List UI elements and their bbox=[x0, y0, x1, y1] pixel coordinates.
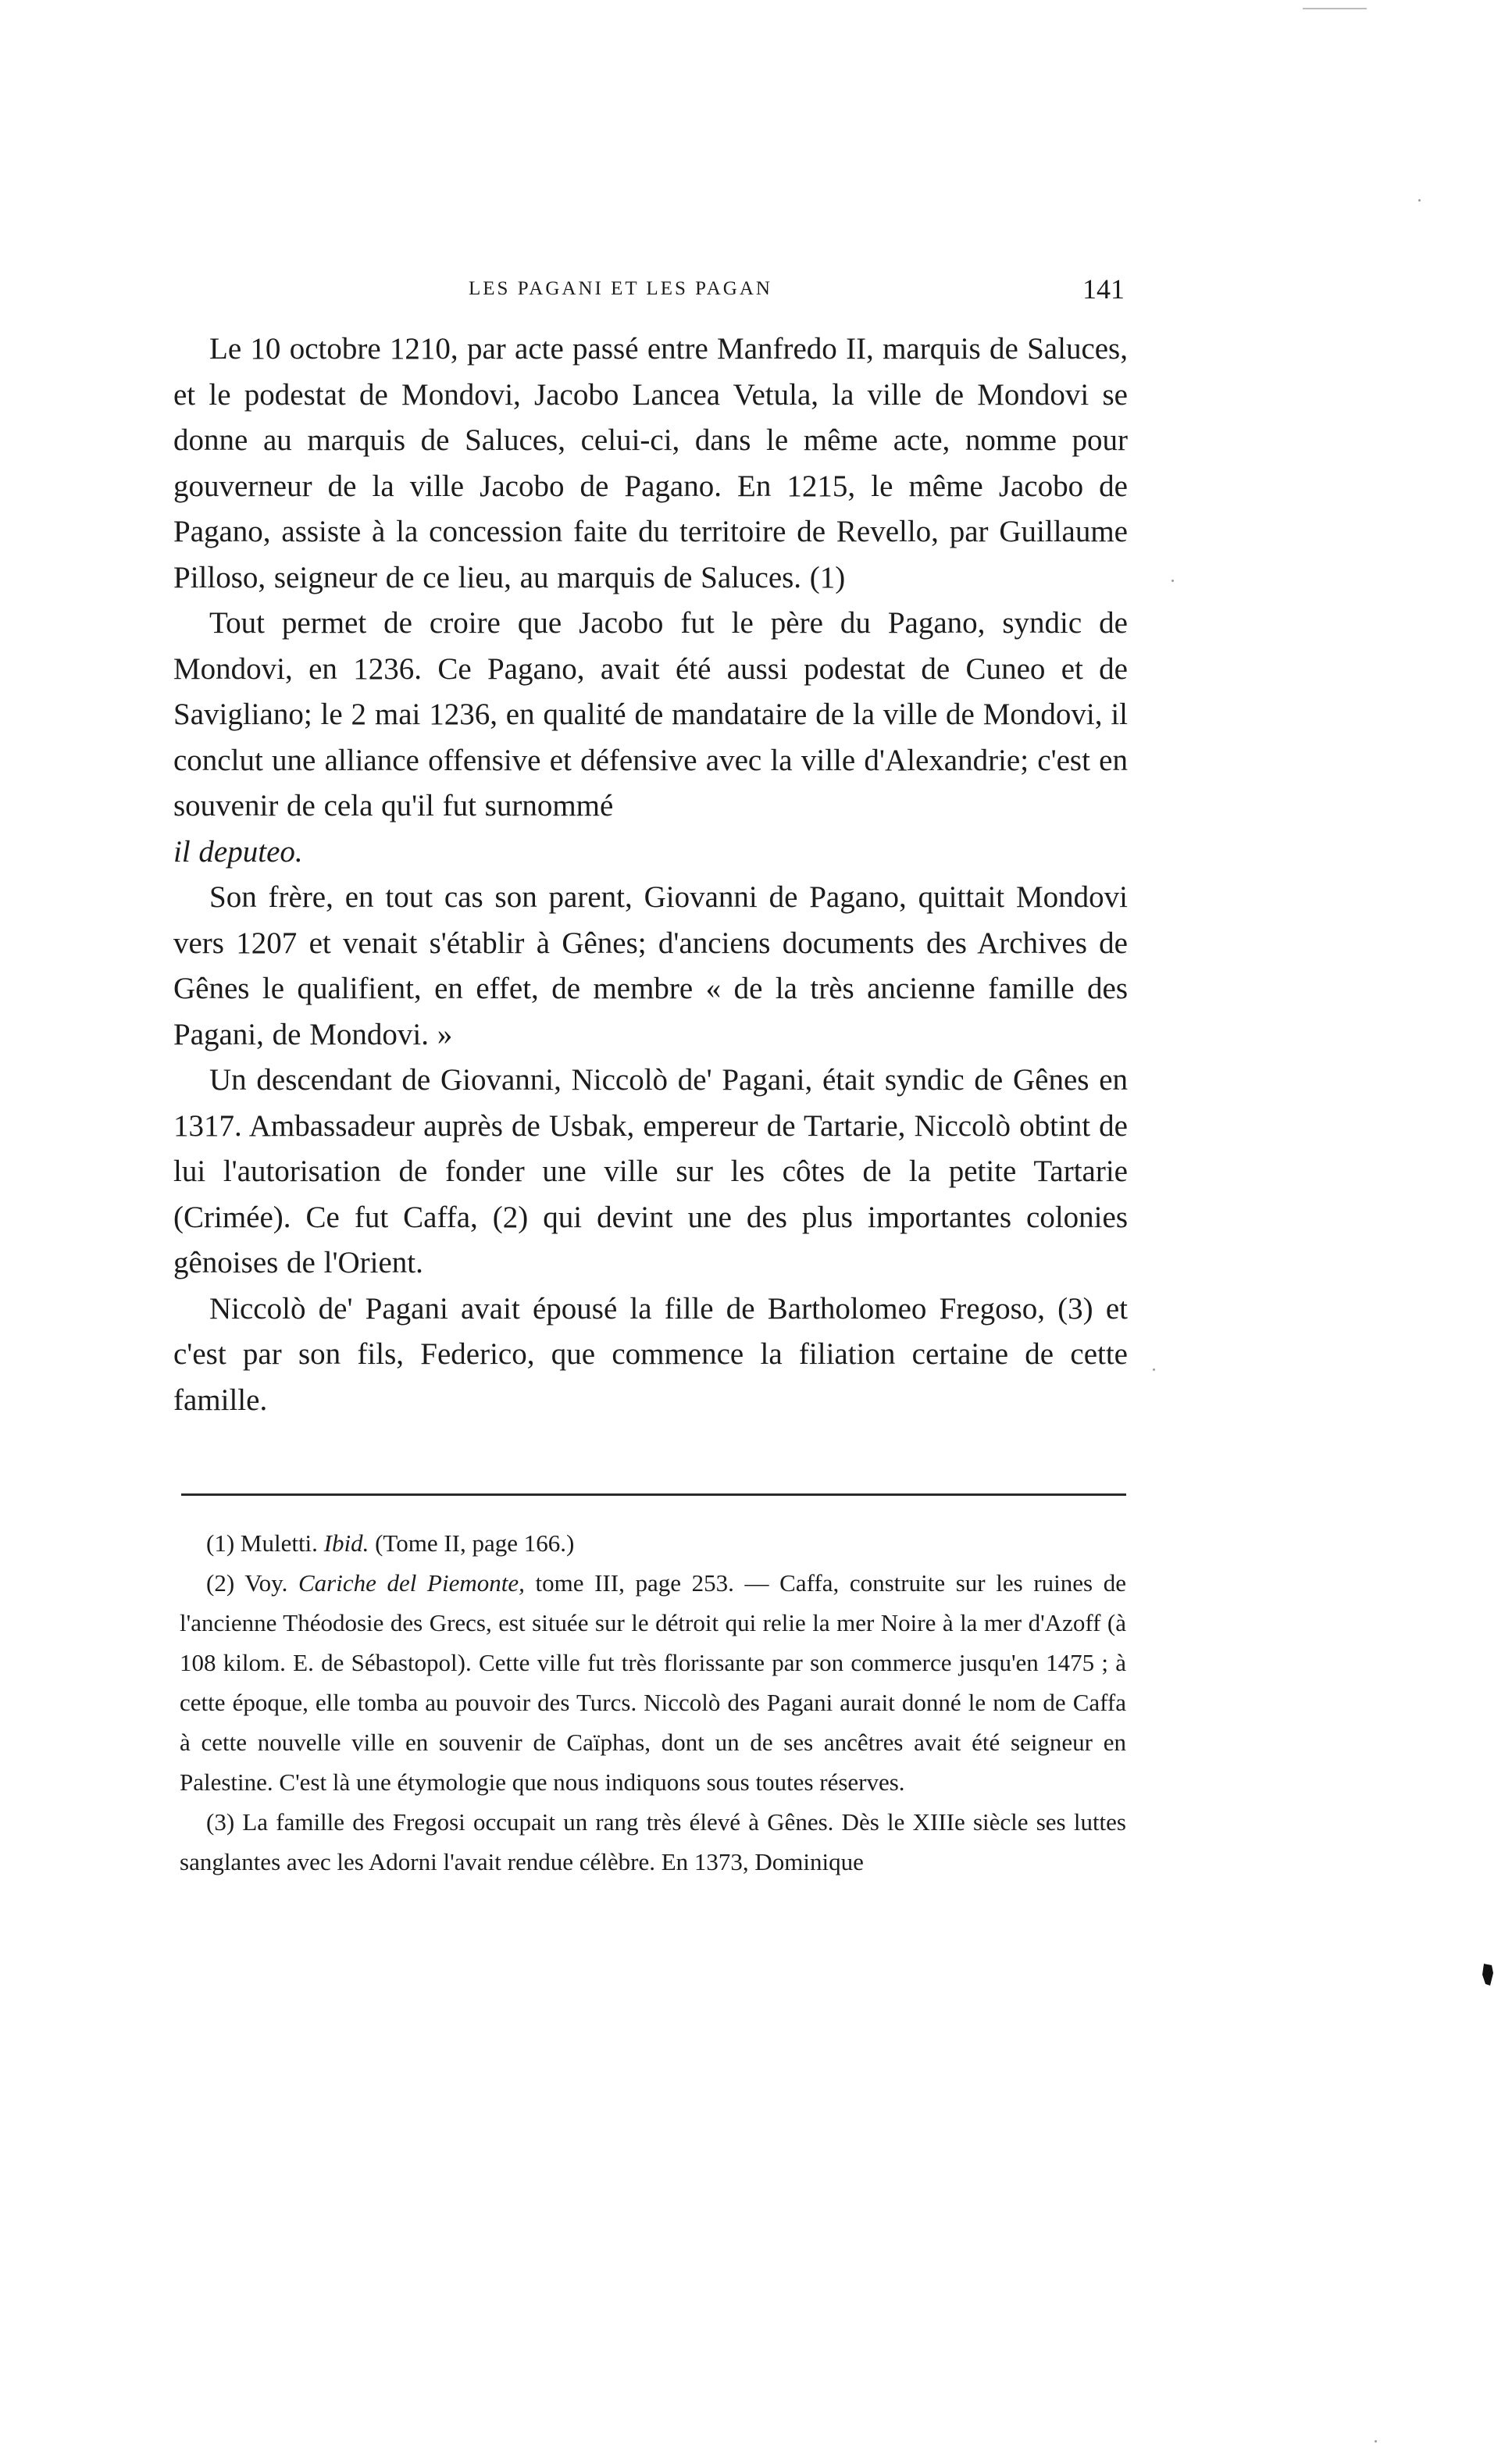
scan-edge-rule bbox=[1303, 8, 1367, 9]
paragraph bbox=[173, 875, 1128, 1058]
paragraph-italic-tail: il deputeo. bbox=[173, 834, 303, 869]
paragraph-text: Un descendant de Giovanni, Niccolò de' Pagani, était syndic de Gênes en 1317. Ambassadeur auprès de Usbak, empereur de Tartarie, Niccolò obtint de lui l'autorisation de fonder une ville sur les côtes de la petite Tartarie (Crimée). Ce fut Caffa, (2) qui devint une des plus importantes colonies gênoises de l'Orient. bbox=[173, 1063, 1128, 1279]
paragraph bbox=[173, 601, 1128, 875]
footnote-italic: Cariche del Piemonte, bbox=[298, 1569, 525, 1597]
scan-speck bbox=[1375, 2440, 1377, 2443]
scan-speck bbox=[1153, 1368, 1155, 1371]
footnote-lead: (1) Muletti. bbox=[206, 1529, 324, 1557]
footnote-tail: (Tome II, page 166.) bbox=[369, 1529, 575, 1557]
scan-speck bbox=[1418, 199, 1421, 202]
footnote bbox=[180, 1563, 1126, 1802]
paragraph bbox=[173, 327, 1128, 601]
footnotes bbox=[180, 1523, 1126, 1882]
page-number: 141 bbox=[1082, 273, 1125, 305]
main-text bbox=[173, 327, 1128, 1423]
footnote-lead: (3) La famille des Fregosi occupait un rang très élevé à Gênes. Dès le XIIIe siècle ses luttes sanglantes avec les Adorni l'avait rendue célèbre. En 1373, Dominique bbox=[180, 1808, 1126, 1875]
footnote bbox=[180, 1802, 1126, 1882]
footnote-separator bbox=[181, 1493, 1126, 1496]
ink-blot-mark bbox=[1481, 1962, 1495, 1987]
paragraph-text: Tout permet de croire que Jacobo fut le père du Pagano, syndic de Mondovi, en 1236. Ce Pagano, avait été aussi podestat de Cuneo et de Savigliano; le 2 mai 1236, en qualité de mandataire de la ville de Mondovi, il conclut une alliance offensive et défensive avec la ville d'Alexandrie; c'est en souvenir de cela qu'il fut surnommé bbox=[173, 606, 1128, 822]
footnote bbox=[180, 1523, 1126, 1563]
paragraph bbox=[173, 1058, 1128, 1286]
paragraph bbox=[173, 1286, 1128, 1424]
paragraph-text: Son frère, en tout cas son parent, Giovanni de Pagano, quittait Mondovi vers 1207 et venait s'établir à Gênes; d'anciens documents des Archives de Gênes le qualifient, en effet, de membre « de la très ancienne famille des Pagani, de Mondovi. » bbox=[173, 880, 1128, 1051]
footnote-tail: tome III, page 253. — Caffa, construite sur les ruines de l'ancienne Théodosie des Grecs, est située sur le détroit qui relie la mer Noire à la mer d'Azoff (à 108 kilom. E. de Sébastopol). Cette ville fut très florissante par son commerce jusqu'en 1475 ; à cette époque, elle tomba au pouvoir des Turcs. Niccolò des Pagani aurait donné le nom de Caffa à cette nouvelle ville en souvenir de Caïphas, dont un de ses ancêtres avait été seigneur en Palestine. C'est là une étymologie que nous indiquons sous toutes réserves. bbox=[180, 1569, 1127, 1796]
scan-speck bbox=[1171, 580, 1174, 582]
footnote-italic: Ibid. bbox=[323, 1529, 369, 1557]
page-header bbox=[178, 270, 1125, 308]
paragraph-text: Le 10 octobre 1210, par acte passé entre Manfredo II, marquis de Saluces, et le podestat de Mondovi, Jacobo Lancea Vetula, la ville de Mondovi se donne au marquis de Saluces, celui-ci, dans le même acte, nomme pour gouverneur de la ville Jacobo de Pagano. En 1215, le même Jacobo de Pagano, assiste à la concession faite du territoire de Revello, par Guillaume Pilloso, seigneur de ce lieu, au marquis de Saluces. (1) bbox=[173, 332, 1128, 594]
paragraph-text: Niccolò de' Pagani avait épousé la fille de Bartholomeo Fregoso, (3) et c'est par son fils, Federico, que commence la filiation certaine de cette famille. bbox=[173, 1291, 1128, 1417]
running-title: LES PAGANI ET LES PAGAN bbox=[469, 278, 772, 299]
footnote-lead: (2) Voy. bbox=[206, 1569, 298, 1597]
